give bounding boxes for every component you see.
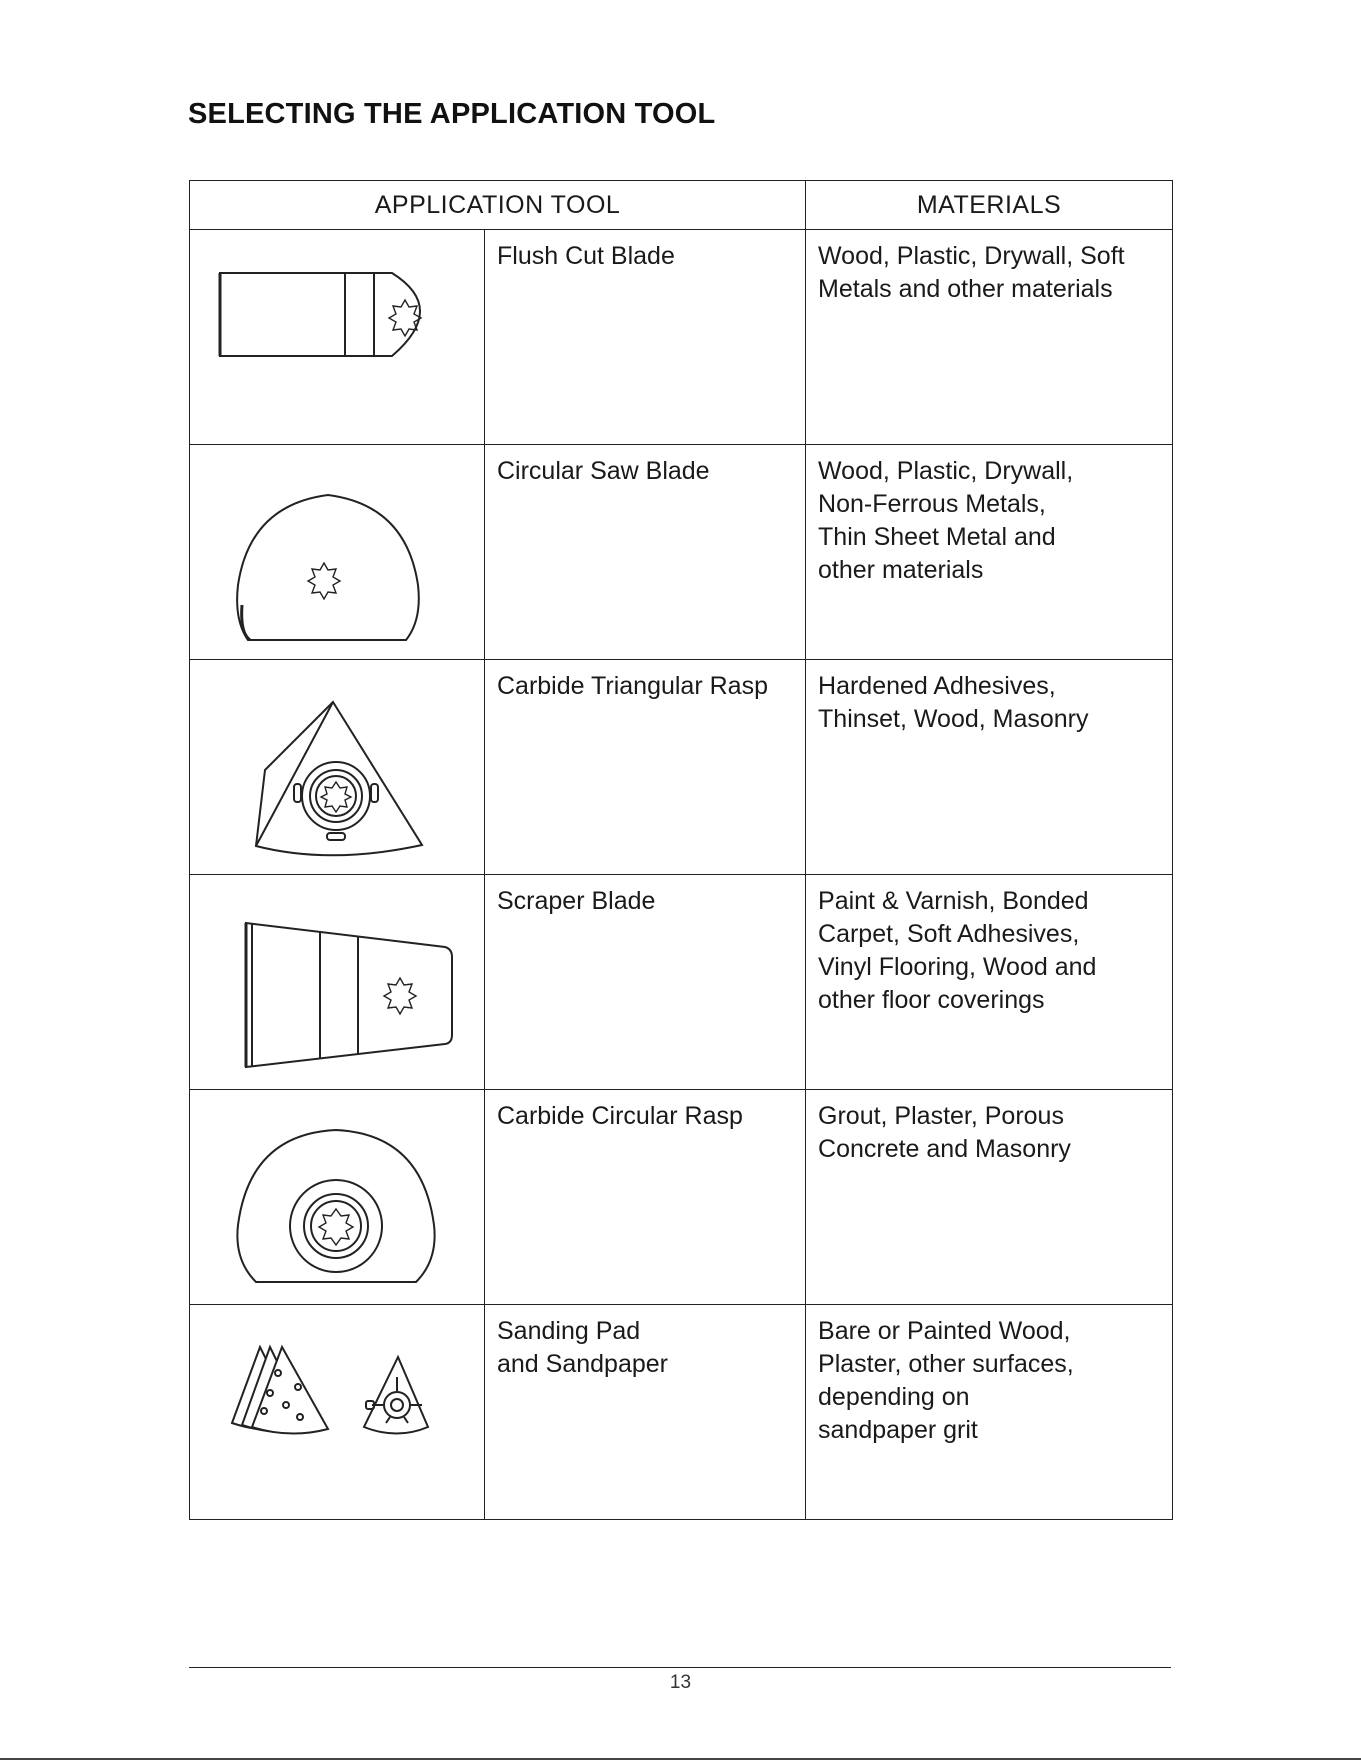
tool-materials: Hardened Adhesives, Thinset, Wood, Masonry (818, 672, 1089, 733)
table-row (190, 875, 1173, 1090)
header-materials: MATERIALS (806, 181, 1173, 230)
tool-name-cell (485, 1090, 806, 1305)
footer-divider (189, 1667, 1171, 1668)
materials-cell (806, 1090, 1173, 1305)
carbide-circular-rasp-icon (190, 1090, 485, 1304)
tool-name-cell (485, 1305, 806, 1520)
tool-illustration-cell (190, 660, 485, 875)
table-row (190, 660, 1173, 875)
tool-illustration-cell (190, 1090, 485, 1305)
table-row (190, 1090, 1173, 1305)
application-tool-table (189, 180, 1173, 1520)
scraper-blade-icon (190, 875, 485, 1089)
materials-cell (806, 660, 1173, 875)
table-row (190, 230, 1173, 445)
tool-materials: Wood, Plastic, Drywall, Non-Ferrous Metals, Thin Sheet Metal and other materials (818, 457, 1074, 584)
circular-saw-blade-icon (190, 445, 485, 659)
tool-illustration-cell (190, 230, 485, 445)
page-title: SELECTING THE APPLICATION TOOL (188, 98, 716, 130)
tool-name: Circular Saw Blade (497, 457, 710, 485)
page-number: 13 (669, 1672, 692, 1693)
tool-name: Carbide Triangular Rasp (497, 672, 768, 700)
tool-name: Carbide Circular Rasp (497, 1102, 743, 1130)
page-bottom-edge (0, 1758, 1361, 1760)
tool-materials: Wood, Plastic, Drywall, Soft Metals and other materials (818, 242, 1125, 303)
tool-name: Scraper Blade (497, 887, 656, 915)
carbide-triangular-rasp-icon (190, 660, 485, 874)
tool-name-cell (485, 445, 806, 660)
tool-materials: Paint & Varnish, Bonded Carpet, Soft Adhesives, Vinyl Flooring, Wood and other floor coverings (818, 887, 1097, 1014)
tool-name-cell (485, 660, 806, 875)
materials-cell (806, 230, 1173, 445)
tool-illustration-cell (190, 445, 485, 660)
table-header-row (190, 181, 1173, 230)
tool-materials: Bare or Painted Wood, Plaster, other surfaces, depending on sandpaper grit (818, 1317, 1074, 1444)
table-row (190, 445, 1173, 660)
tool-illustration-cell (190, 875, 485, 1090)
sanding-pad-icon (190, 1305, 485, 1519)
tool-name: Flush Cut Blade (497, 242, 675, 270)
tool-name: Sanding Pad and Sandpaper (497, 1317, 668, 1378)
header-application-tool: APPLICATION TOOL (190, 181, 806, 230)
materials-cell (806, 1305, 1173, 1520)
table-row (190, 1305, 1173, 1520)
materials-cell (806, 875, 1173, 1090)
tool-name-cell (485, 875, 806, 1090)
tool-materials: Grout, Plaster, Porous Concrete and Masonry (818, 1102, 1071, 1163)
materials-cell (806, 445, 1173, 660)
tool-illustration-cell (190, 1305, 485, 1520)
tool-name-cell (485, 230, 806, 445)
flush-cut-blade-icon (190, 230, 485, 444)
